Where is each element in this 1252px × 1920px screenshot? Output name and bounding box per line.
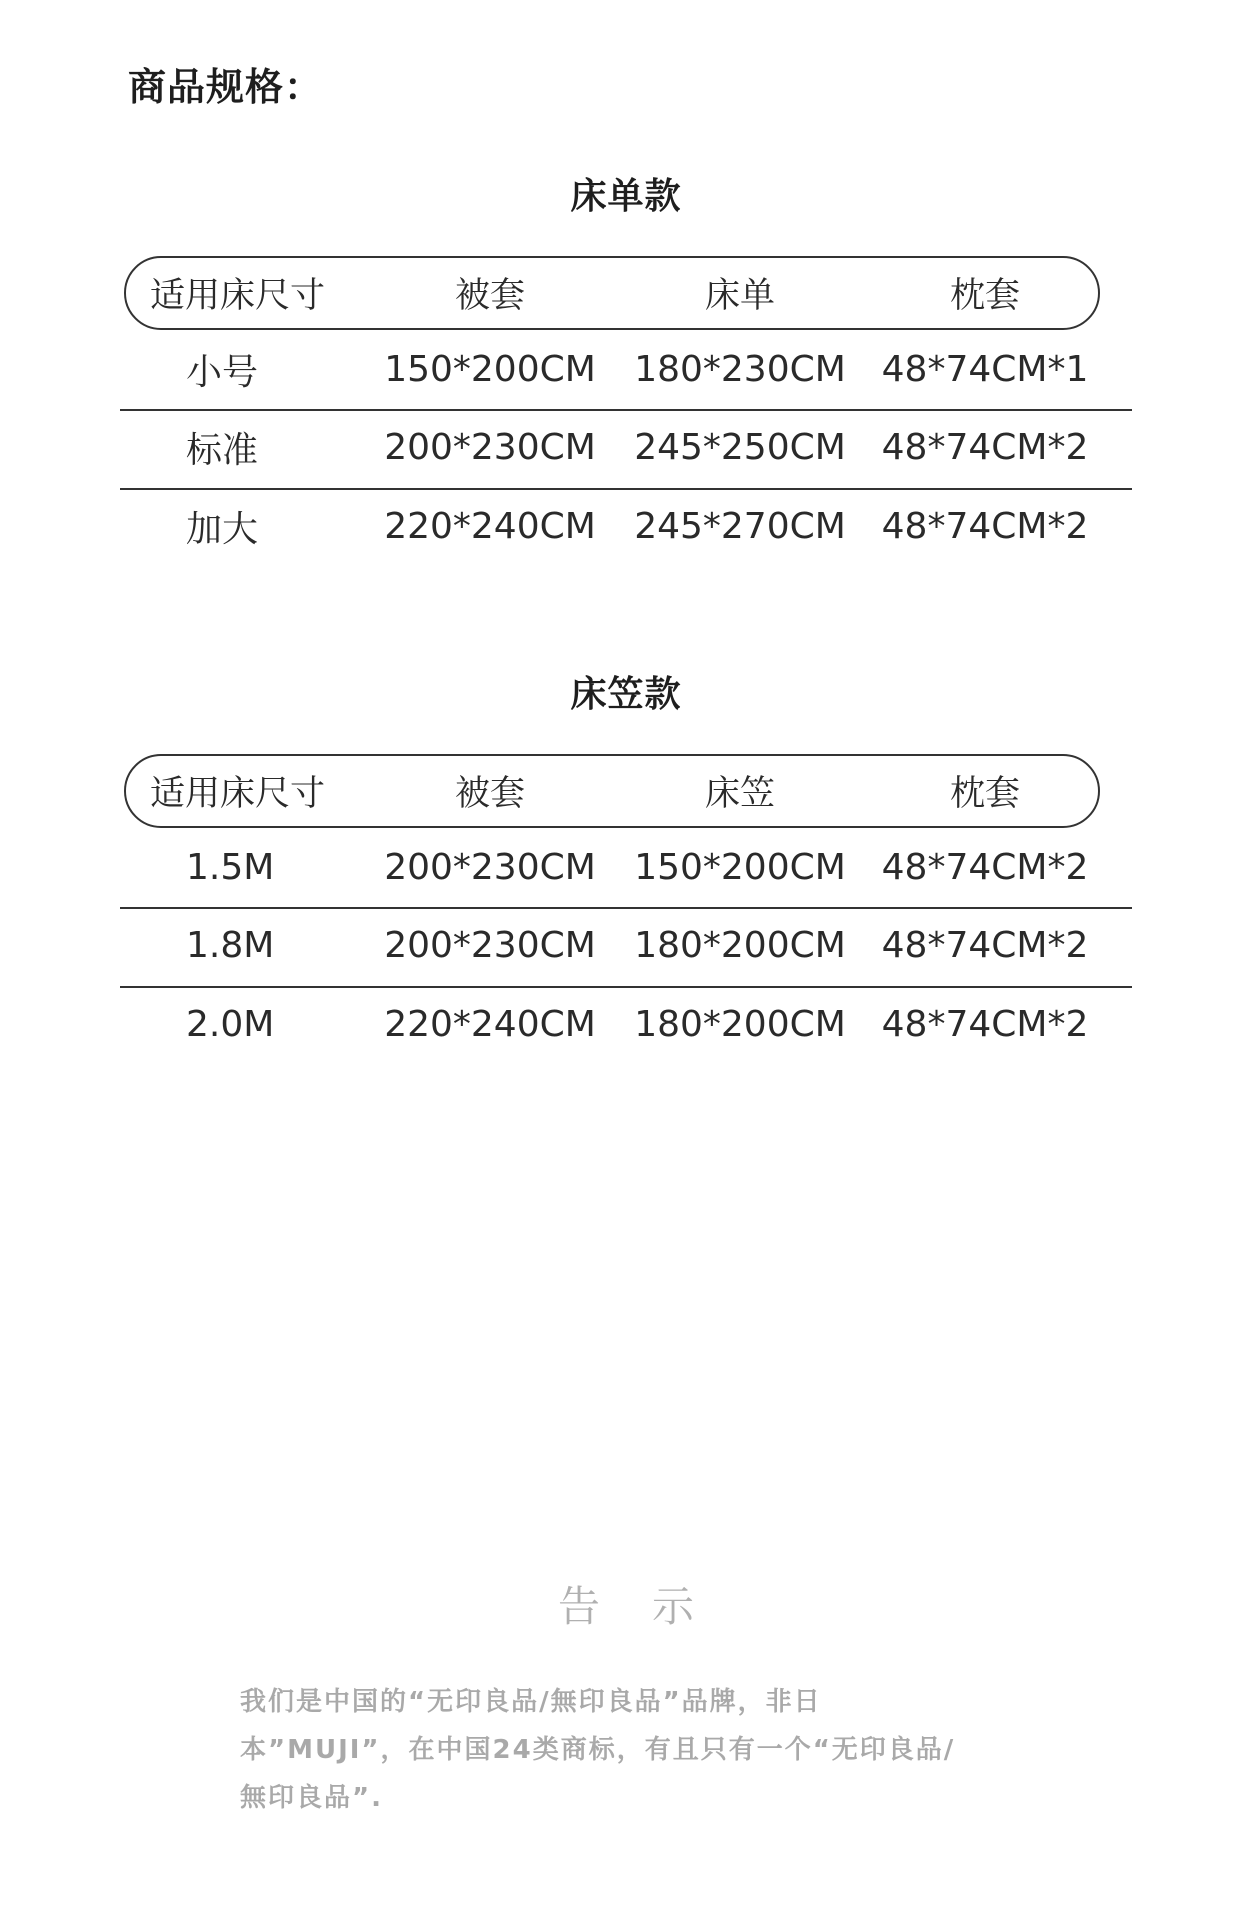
cell-duvet: 200*230CM [384, 924, 596, 966]
notice-title: 告示 [557, 1582, 746, 1631]
cell-fitted: 180*200CM [634, 1003, 846, 1045]
section-title: 床笠款 [570, 674, 682, 715]
cell-size: 标准 [186, 429, 259, 471]
table-row [120, 829, 1132, 905]
cell-pillow: 48*74CM*2 [881, 846, 1089, 888]
cell-duvet: 220*240CM [384, 1003, 596, 1045]
cell-duvet: 200*230CM [384, 426, 596, 468]
cell-duvet: 220*240CM [384, 505, 596, 547]
cell-pillow: 48*74CM*2 [881, 426, 1089, 468]
cell-pillow: 48*74CM*1 [881, 348, 1089, 390]
cell-size: 加大 [186, 508, 259, 550]
cell-size: 1.5M [186, 846, 275, 888]
cell-size: 2.0M [186, 1003, 275, 1045]
header-bed-size: 适用床尺寸 [150, 276, 326, 316]
notice-body: 我们是中国的“无印良品/無印良品”品牌，非日本”MUJI”，在中国24类商标，有且只有一个“无印良品/無印良品”. [240, 1687, 956, 1813]
header-pillowcase: 枕套 [949, 774, 1020, 814]
header-duvet-cover: 被套 [454, 774, 525, 814]
cell-sheet: 245*270CM [634, 505, 846, 547]
cell-size: 1.8M [186, 924, 275, 966]
header-pillowcase: 枕套 [949, 276, 1020, 316]
table-row [120, 409, 1132, 485]
cell-fitted: 180*200CM [634, 924, 846, 966]
table-row [120, 488, 1132, 564]
section-title: 床单款 [570, 176, 682, 217]
cell-duvet: 150*200CM [384, 348, 596, 390]
table-header-row [120, 256, 1132, 330]
table-row [120, 986, 1132, 1062]
header-fitted-sheet: 床笠 [704, 774, 775, 814]
cell-duvet: 200*230CM [384, 846, 596, 888]
cell-pillow: 48*74CM*2 [881, 505, 1089, 547]
cell-size: 小号 [186, 351, 259, 393]
cell-sheet: 180*230CM [634, 348, 846, 390]
cell-pillow: 48*74CM*2 [881, 1003, 1089, 1045]
cell-fitted: 150*200CM [634, 846, 846, 888]
header-bed-size: 适用床尺寸 [150, 774, 326, 814]
table-header-row [120, 754, 1132, 828]
table-row [120, 331, 1132, 407]
header-bedsheet: 床单 [704, 276, 775, 316]
header-duvet-cover: 被套 [454, 276, 525, 316]
table-row [120, 907, 1132, 983]
cell-pillow: 48*74CM*2 [881, 924, 1089, 966]
page-heading: 商品规格： [128, 65, 324, 109]
cell-sheet: 245*250CM [634, 426, 846, 468]
